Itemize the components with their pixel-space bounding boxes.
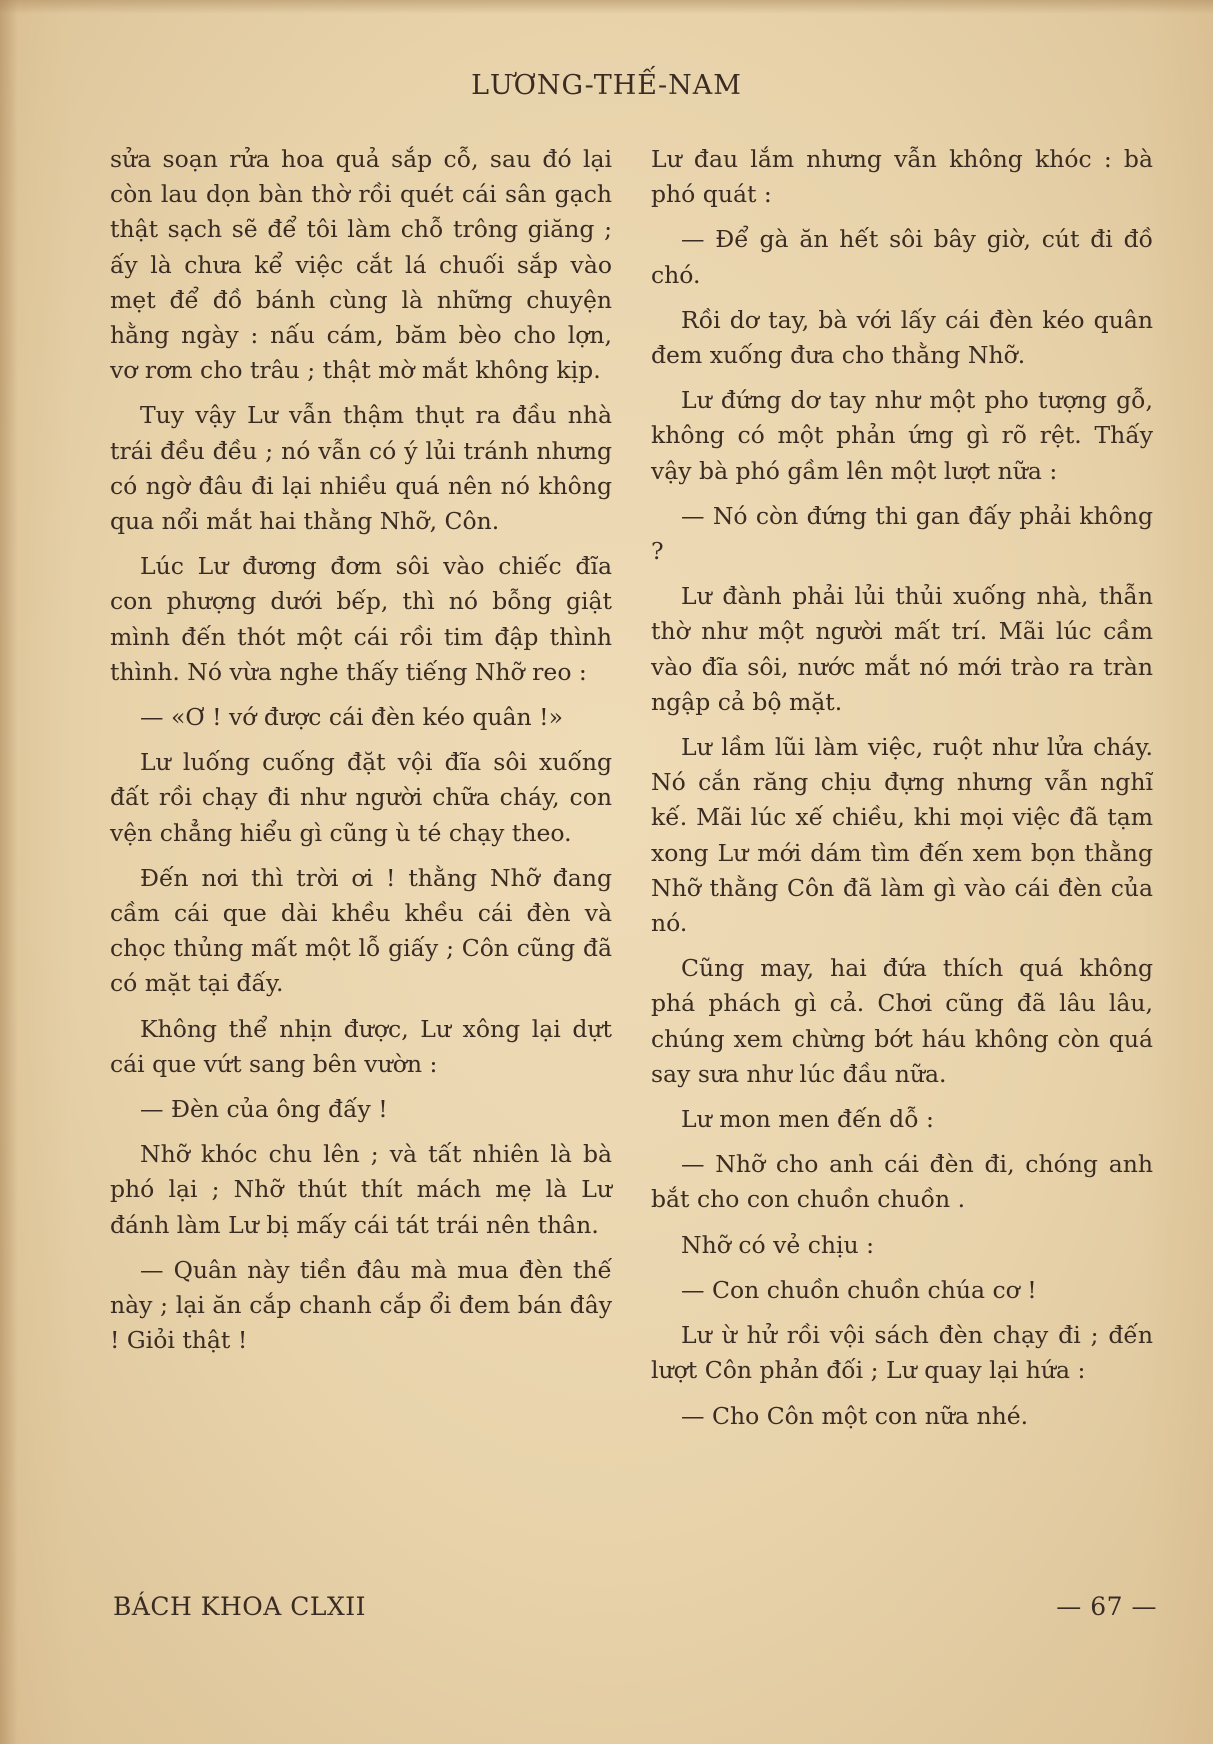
dialogue-line: — Để gà ăn hết sôi bây giờ, cút đi đồ chó. [651,225,1153,289]
dialogue-line: — Đèn của ông đấy ! [140,1095,388,1124]
paragraph: Tuy vậy Lư vẫn thậm thụt ra đầu nhà trái đều đều ; nó vẫn có ý lủi tránh nhưng có ngờ đâu đi lại nhiều quá nên nó không qua nổi mắt hai thằng Nhỡ, Côn. [110,401,612,536]
paragraph: Cũng may, hai đứa thích quá không phá phách gì cả. Chơi cũng đã lâu lâu, chúng xem chừng bớt háu không còn quá say sưa như lúc đầu nữa. [651,954,1153,1088]
paper-edge-left [0,0,18,1744]
magazine-issue: BÁCH KHOA CLXII [113,1592,367,1621]
left-column [110,142,612,1369]
paragraph: Không thể nhịn được, Lư xông lại dựt cái que vứt sang bên vườn : [110,1014,612,1078]
right-column [651,142,1153,1444]
dialogue-line: — Con chuồn chuồn chúa cơ ! [681,1275,1037,1304]
paragraph: Rồi dơ tay, bà với lấy cái đèn kéo quân đem xuống đưa cho thằng Nhỡ. [651,305,1153,370]
paragraph: Đến nơi thì trời ơi ! thằng Nhỡ đang cầm cái que dài khều khều cái đèn và chọc thủng mất một lỗ giấy ; Côn cũng đã có mặt tại đấy. [110,863,612,998]
paragraph: Lư đứng dơ tay như một pho tượng gỗ, không có một phản ứng gì rõ rệt. Thấy vậy bà phó gầm lên một lượt nữa : [651,386,1153,485]
paragraph: Lư đành phải lủi thủi xuống nhà, thẫn thờ như một người mất trí. Mãi lúc cầm vào đĩa sôi, nước mắt nó mới trào ra tràn ngập cả bộ mặt. [651,582,1153,716]
dialogue-line: — Cho Côn một con nữa nhé. [681,1401,1029,1430]
paragraph: Lúc Lư đương đơm sôi vào chiếc đĩa con phượng dưới bếp, thì nó bỗng giật mình đến thót một cái rồi tim đập thình thình. Nó vừa nghe thấy tiếng Nhỡ reo : [110,552,612,686]
page-number: — 67 — [1056,1592,1157,1621]
paragraph: Nhỡ có vẻ chịu : [681,1230,875,1259]
paragraph: Lư luống cuống đặt vội đĩa sôi xuống đất rồi chạy đi như người chữa cháy, con vện chẳng hiểu gì cũng ù té chạy theo. [110,748,612,847]
dialogue-line: — Quân này tiền đâu mà mua đèn thế này ; lại ăn cắp chanh cắp ổi đem bán đây ! Giỏi thật ! [110,1255,612,1355]
paper-edge-top [0,0,1213,14]
running-title: LƯƠNG-THẾ-NAM [471,70,742,101]
paragraph: Lư ừ hử rồi vội sách đèn chạy đi ; đến lượt Côn phản đối ; Lư quay lại hứa : [651,1321,1153,1385]
paragraph: Lư đau lắm nhưng vẫn không khóc : bà phó quát : [651,145,1153,209]
paragraph: Nhỡ khóc chu lên ; và tất nhiên là bà phó lại ; Nhỡ thút thít mách mẹ là Lư đánh làm Lư bị mấy cái tát trái nên thân. [110,1140,612,1239]
dialogue-line: — «Ơ ! vớ được cái đèn kéo quân !» [140,703,563,732]
paragraph: Lư lầm lũi làm việc, ruột như lửa cháy. Nó cắn răng chịu đựng nhưng vẫn nghĩ kế. Mãi lúc xế chiều, khi mọi việc đã tạm xong Lư mới dám tìm đến xem bọn thằng Nhỡ thằng Côn đã làm gì vào cái đèn của nó. [651,733,1153,938]
paragraph: sửa soạn rửa hoa quả sắp cỗ, sau đó lại còn lau dọn bàn thờ rồi quét cái sân gạch thật sạch sẽ để tôi làm chỗ trông giăng ; ấy là chưa kể việc cắt lá chuối sắp vào mẹt để đồ bánh cùng là những chuyện hằng ngày : nấu cám, băm bèo cho lợn, vơ rơm cho trâu ; thật mờ mắt không kịp. [110,145,612,385]
dialogue-line: — Nhỡ cho anh cái đèn đi, chóng anh bắt cho con chuồn chuồn . [651,1150,1153,1214]
paragraph: Lư mon men đến dỗ : [681,1105,934,1134]
dialogue-line: — Nó còn đứng thi gan đấy phải không ? [651,501,1153,566]
